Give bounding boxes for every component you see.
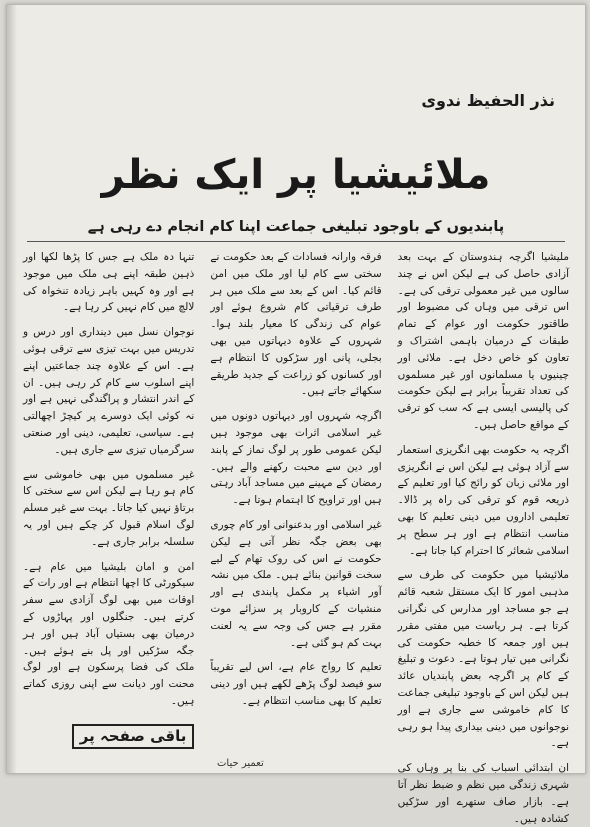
headline-divider: [27, 241, 565, 242]
paragraph: تعلیم کا رواج عام ہے، اس لیے تقریباً سو فیصد لوگ پڑھے لکھے ہیں اور دینی تعلیم کا بھی مناسب انتظام ہے۔: [210, 661, 382, 707]
paragraph: ان ابتدائی اسباب کی بنا پر وہاں کی شہری زندگی میں نظم و ضبط نظر آتا ہے۔ بازار صاف ستھرے اور سڑکیں کشادہ ہیں۔: [397, 762, 569, 825]
paragraph: غیر اسلامی اور بدعنوانی اور کام چوری بھی بعض جگہ نظر آتی ہے لیکن حکومت نے اس کی روک تھام کے لیے سخت قوانین بنائے ہیں۔ ملک میں نشہ آور اشیاء پر مکمل پابندی ہے اور منشیات کے کاروبار پر سزائے موت مقرر ہے جس کی وجہ سے یہ لعنت بہت کم ہو گئی ہے۔: [210, 518, 382, 649]
paragraph: ملائیشیا میں حکومت کی طرف سے مذہبی امور کا ایک مستقل شعبہ قائم ہے جو مساجد اور مدارس کی نگرانی کرتا ہے۔ ہر ریاست میں مفتی مقرر ہیں اور جمعہ کا خطبہ حکومت کی نگرانی میں تیار ہوتا ہے۔ دعوت و تبلیغ کے کام پر اگرچہ بعض پابندیاں عائد ہیں لیکن اس کے باوجود تبلیغی جماعت کا کام خاموشی سے جاری ہے اور نوجوانوں میں دینی بیداری پیدا ہو رہی ہے۔: [397, 569, 569, 750]
paragraph: غیر مسلموں میں بھی خاموشی سے کام ہو رہا ہے لیکن اس سے سختی کا برتاؤ نہیں کیا جاتا۔ بہت سے غیر مسلم لوگ اسلام قبول کر چکے ہیں اور یہ سلسلہ برابر جاری ہے۔: [23, 468, 195, 548]
newspaper-page: [6, 4, 586, 825]
paragraph: امن و امان بلیشیا میں عام ہے۔ سیکورٹی کا اچھا انتظام ہے اور رات کے اوقات میں بھی لوگ آزادی سے سفر کرتے ہیں۔ جنگلوں اور پہاڑوں کے درمیان بھی بستیاں آباد ہیں اور ہر جگہ سڑکیں اور پل بنے ہوئے ہیں۔ ملک کی فضا پرسکون ہے اور لوگ محنت اور دیانت سے اپنی روزی کماتے ہیں۔: [23, 560, 195, 707]
column-right: [397, 249, 569, 825]
page-edge-shadow: [7, 5, 17, 773]
page-footer: تعمیر حیات: [217, 758, 264, 769]
paragraph: اگرچہ یہ حکومت بھی انگریزی استعمار سے آزاد ہوئی ہے لیکن اس نے انگریزی اور ملائی زبان کو رائج کیا اور تعلیم کے ذریعہ قوم کو ترقی کی راہ پر ڈالا۔ تعلیمی اداروں میں دینی تعلیم کا بھی مناسب انتظام ہے اور ہر سطح پر اسلامی شعائر کا احترام کیا جاتا ہے۔: [397, 443, 569, 557]
column-middle: [210, 249, 381, 751]
article-headline: ملائیشیا پر ایک نظر: [101, 152, 491, 198]
paragraph: نوجوان نسل میں دینداری اور درس و تدریس میں بہت تیزی سے ترقی ہوئی ہے۔ اس کے علاوہ چند جماعتیں اپنے اپنے اسلوب سے کام کر رہی ہیں۔ ان کے اندر انتشار و پراگندگی نہیں ہے اور نہ کوئی ایک دوسرے پر کیچڑ اچھالتی ہے۔ سیاسی، تعلیمی، دینی اور صنعتی سرگرمیاں تیزی سے جاری ہیں۔: [23, 326, 195, 456]
author-name: نذر الحفیظ ندوی: [421, 91, 555, 110]
article-subheadline: پابندیوں کے باوجود تبلیغی جماعت اپنا کام انجام دے رہی ہے: [87, 219, 505, 235]
continued-on-page-label: باقی صفحہ پر: [72, 724, 195, 749]
paragraph: ملیشیا اگرچہ ہندوستان کے بہت بعد آزادی حاصل کی ہے لیکن اس نے چند سالوں میں غیر معمولی ترقی کی ہے۔ اس ترقی میں وہاں کی مضبوط اور طاقتور حکومت اور عوام کے تمام طبقات کے درمیان باہمی اشتراک و تعاون کو خاص دخل ہے۔ ملائی اور چینیوں یا مسلمانوں اور غیر مسلموں کی تعداد تقریباً برابر ہے لیکن حکومت کی پالیسی ایسی ہے کہ سب کو ترقی کے مواقع حاصل ہیں۔: [397, 251, 569, 431]
paragraph: اگرچہ شہروں اور دیہاتوں دونوں میں غیر اسلامی اثرات بھی موجود ہیں لیکن عمومی طور پر لوگ نماز کے پابند اور دین سے محبت رکھنے والے ہیں۔ رمضان کے مہینے میں مساجد آباد رہتی ہیں اور تراویح کا اہتمام ہوتا ہے۔: [210, 410, 382, 507]
paragraph: فرقہ وارانہ فسادات کے بعد حکومت نے سختی سے کام لیا اور ملک میں امن قائم کیا۔ اس کے بعد سے ملک میں ہر طرف ترقیاتی کام شروع ہوئے اور عوام کی زندگی کا معیار بلند ہوا۔ شہروں کے علاوہ دیہاتوں میں بھی بجلی، پانی اور سڑکوں کا انتظام ہے اور کسانوں کو زراعت کے جدید طریقے سکھائے جاتے ہیں۔: [210, 251, 382, 398]
column-left: [23, 249, 194, 751]
paragraph: تنہا دہ ملک ہے جس کا پڑھا لکھا اور ذہین طبقہ اپنے ہی ملک میں موجود ہے اور وہ کہیں باہر زیادہ تنخواہ کی لالچ میں کام نہیں کر رہا ہے۔: [23, 251, 195, 314]
